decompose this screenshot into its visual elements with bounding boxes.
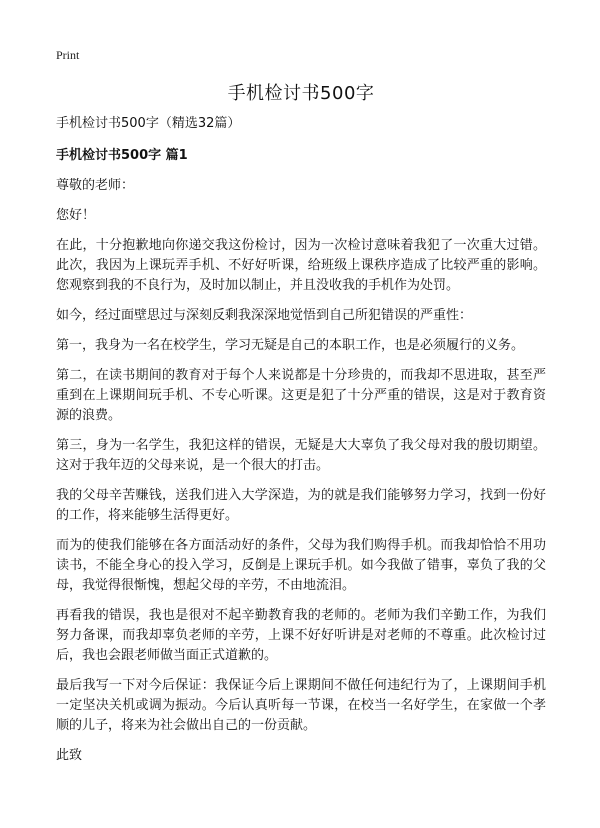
body-paragraph: 而为的使我们能够在各方面活动好的条件，父母为我们购得手机。而我却恰恰不用功读书，不能全身心的投入学习，反倒是上课玩手机。如今我做了错事，辜负了我的父母，我觉得很惭愧，想起父母的辛劳，不由地流泪。 (56, 538, 546, 593)
print-link[interactable]: Print (56, 48, 80, 62)
body-paragraph: 第一，我身为一名在校学生，学习无疑是自己的本职工作，也是必须履行的义务。 (56, 338, 525, 353)
body-paragraph: 第三，身为一名学生，我犯这样的错误，无疑是大大辜负了我父母对我的殷切期望。这对于我年迈的父母来说，是一个很大的打击。 (56, 438, 546, 473)
body-paragraph: 第二，在读书期间的教育对于每个人来说都是十分珍贵的，而我却不思进取，甚至严重到在上课期间玩手机、不专心听课。这更是犯了十分严重的错误，这是对于教育资源的浪费。 (56, 368, 546, 423)
closing: 此致 (56, 748, 83, 763)
document-subtitle: 手机检讨书500字（精选32篇） (56, 116, 241, 131)
section-heading: 手机检讨书500字 篇1 (56, 148, 188, 163)
body-paragraph: 我的父母辛苦赚钱，送我们进入大学深造，为的就是我们能够努力学习，找到一份好的工作，将来能够生活得更好。 (56, 488, 546, 523)
body-paragraph: 再看我的错误，我也是很对不起辛勤教育我的老师的。老师为我们辛勤工作，为我们努力备课，而我却辜负老师的辛劳，上课不好好听讲是对老师的不尊重。此次检讨过后，我也会跟老师做当面正式道歉的。 (56, 608, 546, 663)
body-paragraph: 在此，十分抱歉地向你递交我这份检讨，因为一次检讨意味着我犯了一次重大过错。此次，我因为上课玩弄手机、不好好听课，给班级上课秩序造成了比较严重的影响。您观察到我的不良行为，及时加以制止，并且没收我的手机作为处罚。 (56, 238, 546, 293)
body-paragraph: 最后我写一下对今后保证：我保证今后上课期间不做任何违纪行为了，上课期间手机一定坚决关机或调为振动。今后认真听每一节课，在校当一名好学生，在家做一个孝顺的儿子，将来为社会做出自己的一份贡献。 (56, 678, 546, 733)
greeting: 您好！ (56, 208, 96, 223)
salutation: 尊敬的老师： (56, 178, 135, 193)
body-paragraph: 如今，经过面壁思过与深刻反剩我深深地觉悟到自己所犯错误的严重性： (56, 308, 473, 323)
document-title: 手机检讨书500字 (227, 83, 375, 104)
